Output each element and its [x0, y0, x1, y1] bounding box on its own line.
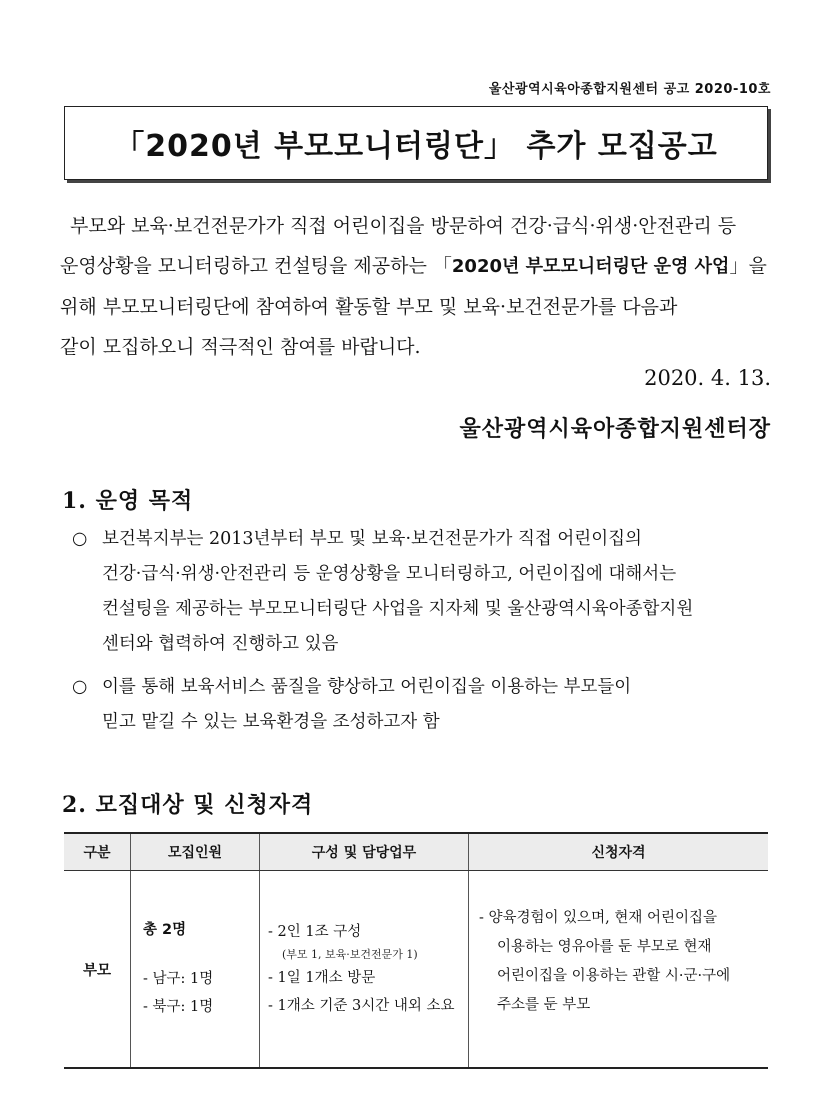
signer: 울산광역시육아종합지원센터장	[459, 416, 771, 442]
intro-line-3: 위해 부모모니터링단에 참여하여 활동할 부모 및 보육·보건전문가를 다음과	[60, 296, 678, 318]
intro-paragraph	[60, 206, 772, 367]
intro-line-4: 같이 모집하오니 적극적인 참여를 바랍니다.	[60, 336, 421, 358]
duty-1-note: (부모 1, 보육·보건전문가 1)	[282, 948, 418, 961]
section-1-bullets	[72, 522, 772, 740]
duty-1: - 2인 1조 구성	[268, 924, 362, 940]
section-2-title: 2. 모집대상 및 신청자격	[62, 792, 314, 818]
bullet-circle-icon: ○	[72, 529, 88, 549]
recruitment-table	[64, 832, 768, 1069]
notice-number: 울산광역시육아종합지원센터 공고 2020-10호	[488, 82, 771, 97]
project-name: 2020년 부모모니터링단 운영 사업	[451, 256, 730, 277]
header-type: 구분	[64, 833, 131, 871]
intro-line-1: 부모와 보육·보건전문가가 직접 어린이집을 방문하여 건강·급식·위생·안전관리 등	[70, 215, 737, 237]
duty-2: - 1일 1개소 방문	[268, 970, 376, 986]
intro-line-2: 운영상황을 모니터링하고 컨설팅을 제공하는 「2020년 부모모니터링단 운영 사업」을	[60, 255, 767, 277]
bullet-circle-icon: ○	[72, 677, 88, 697]
list-item: ○ 이를 통해 보육서비스 품질을 향상하고 어린이집을 이용하는 부모들이 믿고 맡길 수 있는 보육환경을 조성하고자 함	[72, 670, 772, 740]
header-count: 모집인원	[131, 833, 260, 871]
section-1-title: 1. 운영 목적	[62, 488, 194, 514]
announcement-date: 2020. 4. 13.	[644, 366, 771, 390]
district-2: - 북구: 1명	[143, 998, 214, 1015]
header-duty: 구성 및 담당업무	[260, 833, 469, 871]
cell-type: 부모	[64, 871, 131, 1069]
title-box	[64, 106, 768, 180]
duty-3: - 1개소 기준 3시간 내외 소요	[268, 998, 455, 1014]
cell-duty	[260, 871, 469, 1069]
header-qualification: 신청자격	[469, 833, 769, 871]
table-row	[64, 871, 768, 1069]
list-item: ○ 보건복지부는 2013년부터 부모 및 보육·보건전문가가 직접 어린이집의 건강·급식·위생·안전관리 등 운영상황을 모니터링하고, 어린이집에 대해서는 컨설팅을 제공하는 부모모니터링단 사업을 지자체 및 울산광역시육아종합지원 센터와 협력하여 진행하고 있음	[72, 522, 772, 662]
page-title: 「2020년 부모모니터링단」 추가 모집공고	[114, 129, 718, 164]
cell-qualification: - 양육경험이 있으며, 현재 어린이집을 이용하는 영유아를 둔 부모로 현재 어린이집을 이용하는 관할 시·군·구에 주소를 둔 부모	[469, 871, 769, 1069]
cell-count	[131, 871, 260, 1069]
table-header-row	[64, 833, 768, 871]
district-1: - 남구: 1명	[143, 970, 214, 987]
total-count: 총 2명	[143, 921, 187, 938]
